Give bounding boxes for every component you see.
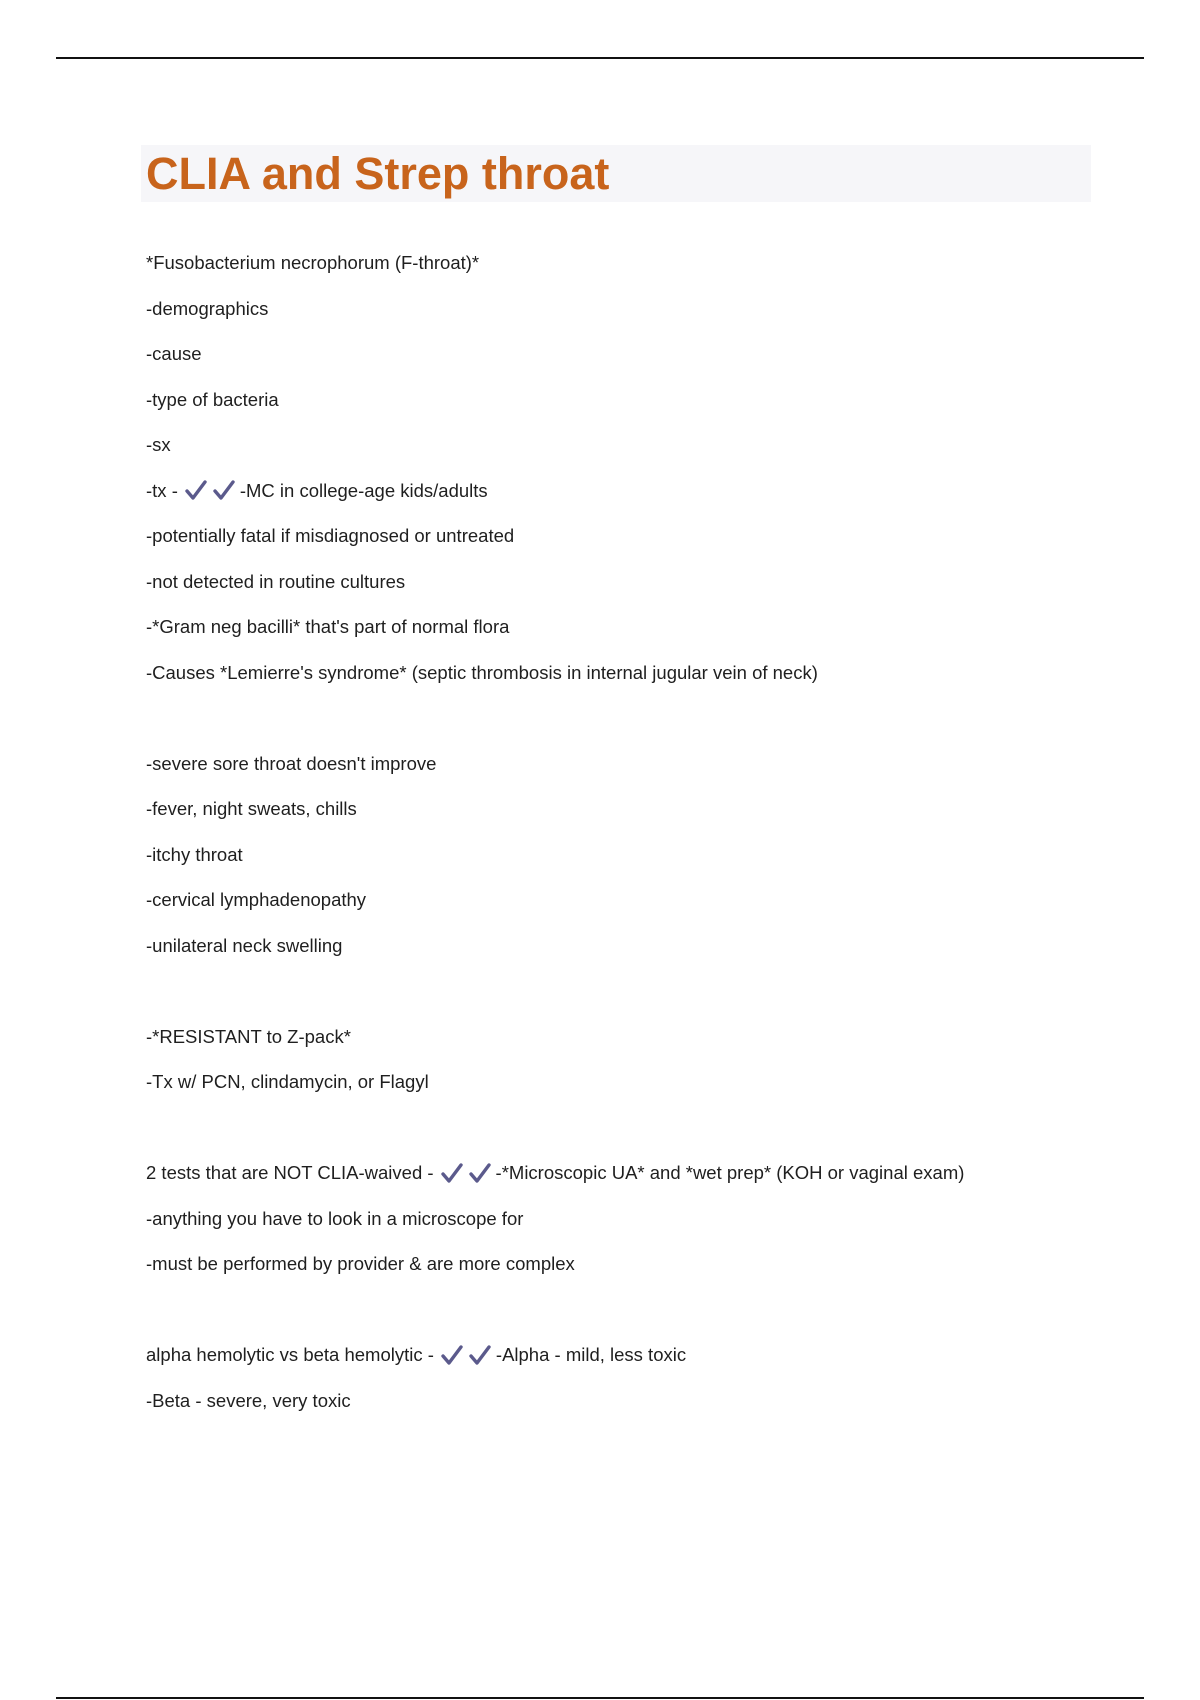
- question-line: [146, 1150, 1106, 1196]
- document-body: [146, 240, 1106, 1423]
- answer-checks: [184, 479, 236, 501]
- spacer: [146, 1287, 1106, 1333]
- text-line: -severe sore throat doesn't improve: [146, 752, 437, 774]
- top-rule: [56, 57, 1144, 59]
- text-line: -cervical lymphadenopathy: [146, 889, 367, 910]
- text-line: -not detected in routine cultures: [146, 570, 406, 592]
- text-line: *Fusobacterium necrophorum (F-throat)*: [146, 252, 480, 273]
- text-line: -*Gram neg bacilli* that's part of normal flora: [146, 616, 510, 637]
- text-line: -Causes *Lemierre's syndrome* (septic thrombosis in internal jugular vein of neck): [146, 661, 818, 683]
- text-line: -*RESISTANT to Z-pack*: [146, 1025, 351, 1047]
- text-line: -fever, night sweats, chills: [146, 798, 357, 819]
- answer-checks: [440, 1344, 492, 1366]
- checkmark-icon: [184, 479, 208, 501]
- answer-checks: [440, 1162, 492, 1184]
- checkmark-icon: [468, 1344, 492, 1366]
- text-line: -sx: [146, 434, 171, 455]
- text-line: -Tx w/ PCN, clindamycin, or Flagyl: [146, 1071, 429, 1092]
- answer-text: -Alpha - mild, less toxic: [495, 1344, 687, 1365]
- checkmark-icon: [468, 1162, 492, 1184]
- question-line: [146, 1332, 1106, 1378]
- spacer: [146, 695, 1106, 741]
- answer-text: -*Microscopic UA* and *wet prep* (KOH or vaginal exam): [495, 1162, 965, 1183]
- question-prefix: alpha hemolytic vs beta hemolytic -: [146, 1344, 434, 1365]
- checkmark-icon: [440, 1344, 464, 1366]
- text-line: -type of bacteria: [146, 388, 279, 410]
- bottom-rule: [56, 1697, 1144, 1699]
- checkmark-icon: [212, 479, 236, 501]
- text-line: -demographics: [146, 297, 269, 319]
- text-line: -potentially fatal if misdiagnosed or untreated: [146, 525, 515, 546]
- text-line: -unilateral neck swelling: [146, 934, 343, 956]
- text-line: -itchy throat: [146, 843, 243, 865]
- checkmark-icon: [440, 1162, 464, 1184]
- question-line: [146, 468, 1106, 514]
- spacer: [146, 968, 1106, 1014]
- answer-text: -MC in college-age kids/adults: [239, 479, 488, 501]
- spacer: [146, 1105, 1106, 1151]
- text-line: -Beta - severe, very toxic: [146, 1389, 351, 1411]
- question-prefix: -tx -: [146, 479, 178, 501]
- text-line: -must be performed by provider & are more complex: [146, 1253, 575, 1274]
- document-title: CLIA and Strep throat: [146, 148, 610, 199]
- text-line: -anything you have to look in a microscope for: [146, 1207, 524, 1229]
- question-prefix: 2 tests that are NOT CLIA-waived -: [146, 1162, 434, 1183]
- text-line: -cause: [146, 343, 202, 364]
